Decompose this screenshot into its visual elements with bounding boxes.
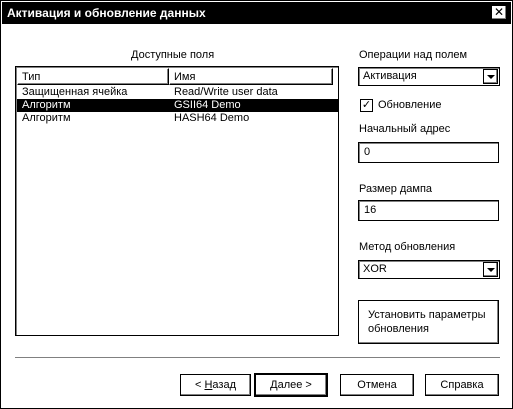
chevron-down-icon[interactable] (483, 262, 498, 277)
available-fields-label: Доступные поля (131, 49, 215, 61)
set-update-params-line2: обновления (368, 323, 429, 335)
set-update-params-button[interactable] (358, 300, 499, 344)
field-operations-select[interactable] (358, 67, 500, 86)
chevron-down-icon[interactable] (483, 69, 498, 84)
cell-name: Read/Write user data (174, 86, 278, 98)
back-hotkey: Н (204, 379, 213, 391)
cell-type: Алгоритм (22, 112, 71, 124)
window-title: Активация и обновление данных (7, 6, 206, 20)
update-method-value: XOR (363, 263, 387, 275)
update-method-select[interactable] (358, 260, 500, 279)
cell-type: Защищенная ячейка (22, 86, 128, 98)
back-prefix: < (194, 379, 205, 391)
cell-type: Алгоритм (22, 99, 71, 111)
back-button[interactable] (180, 374, 251, 396)
update-checkbox-label[interactable]: Обновление (378, 99, 442, 111)
dump-size-label: Размер дампа (359, 183, 433, 195)
table-row-selected[interactable] (17, 99, 339, 112)
next-hotkey: Д (270, 379, 278, 391)
list-header (17, 68, 337, 85)
fields-list[interactable] (15, 66, 339, 336)
set-update-params-line1: Установить параметры (368, 309, 486, 321)
start-address-label: Начальный адрес (359, 123, 451, 135)
back-rest: азад (212, 379, 236, 391)
cancel-button[interactable]: Отмена (340, 374, 414, 396)
cell-name: HASH64 Demo (174, 112, 250, 124)
close-icon[interactable]: ✕ (491, 5, 507, 20)
column-header-name[interactable]: Имя (169, 68, 333, 85)
next-rest: алее > (277, 379, 312, 391)
title-bar (2, 2, 511, 24)
field-operations-label: Операции над полем (359, 49, 468, 61)
start-address-input[interactable]: 0 (358, 142, 499, 163)
next-button[interactable] (254, 373, 328, 397)
help-button[interactable]: Справка (425, 374, 499, 396)
update-checkbox[interactable]: ✓ (361, 99, 372, 111)
table-row[interactable] (17, 112, 339, 125)
update-method-label: Метод обновления (359, 241, 456, 253)
table-row[interactable] (17, 86, 339, 99)
cell-name: GSII64 Demo (174, 99, 241, 111)
column-header-type[interactable]: Тип (17, 68, 169, 85)
separator (15, 357, 500, 359)
dump-size-input[interactable]: 16 (358, 200, 499, 221)
field-operations-value: Активация (363, 70, 417, 82)
